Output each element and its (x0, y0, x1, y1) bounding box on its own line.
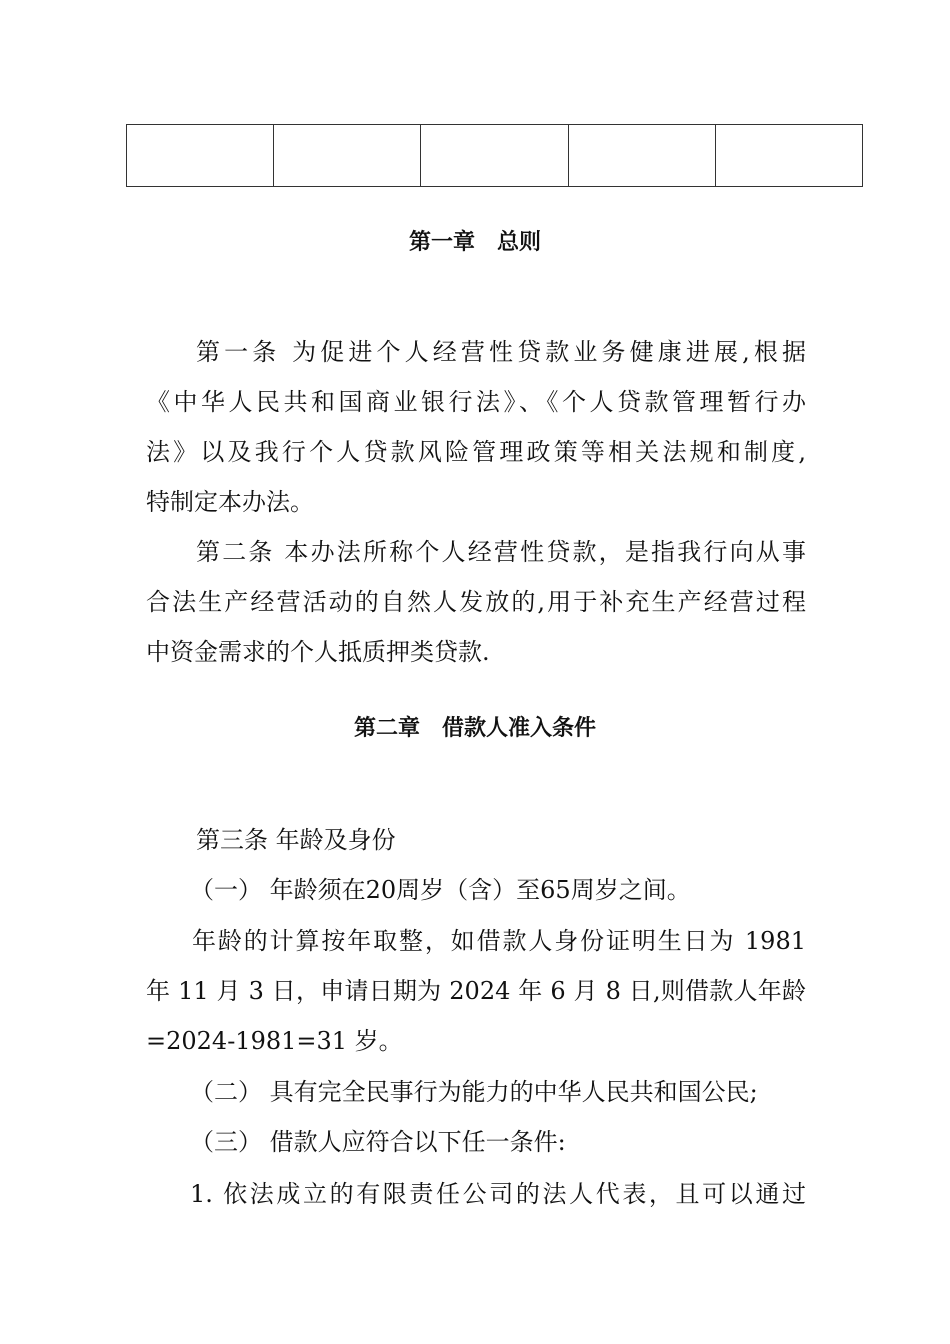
article-3-item-3: （三） 借款人应符合以下任一条件: (190, 1128, 566, 1156)
table-cell (715, 125, 862, 187)
table-cell (568, 125, 715, 187)
age-note-line-3: =2024-1981=31 岁。 (146, 1027, 403, 1055)
article-1-line-3: 法》以及我行个人贷款风险管理政策等相关法规和制度, (146, 438, 806, 466)
article-1-line-2: 《中华人民共和国商业银行法》、《个人贷款管理暂行办 (146, 388, 806, 416)
article-2-line-3: 中资金需求的个人抵质押类贷款. (146, 638, 490, 666)
table-cell (127, 125, 274, 187)
article-2-line-2: 合法生产经营活动的自然人发放的,用于补充生产经营过程 (146, 588, 806, 616)
article-3-item-2: （二） 具有完全民事行为能力的中华人民共和国公民; (190, 1078, 758, 1106)
table-row (127, 125, 863, 187)
article-1-line-1: 第一条 为促进个人经营性贷款业务健康进展,根据 (196, 338, 806, 366)
table-cell (421, 125, 568, 187)
age-note-line-2: 年 11 月 3 日，申请日期为 2024 年 6 月 8 日,则借款人年龄 (146, 977, 806, 1005)
table-cell (274, 125, 421, 187)
header-blank-table (126, 124, 863, 187)
chapter-2-heading: 第二章 借款人准入条件 (353, 716, 596, 741)
chapter-1-heading: 第一章 总则 (408, 230, 541, 255)
article-1-line-4: 特制定本办法。 (146, 488, 314, 516)
condition-1: 1. 依法成立的有限责任公司的法人代表，且可以通过 (190, 1180, 806, 1208)
article-3-item-1: （一） 年龄须在20周岁（含）至65周岁之间。 (190, 876, 691, 904)
article-3-title: 第三条 年龄及身份 (196, 826, 396, 854)
article-2-line-1: 第二条 本办法所称个人经营性贷款，是指我行向从事 (196, 538, 806, 566)
age-note-line-1: 年龄的计算按年取整，如借款人身份证明生日为 1981 (192, 927, 806, 955)
